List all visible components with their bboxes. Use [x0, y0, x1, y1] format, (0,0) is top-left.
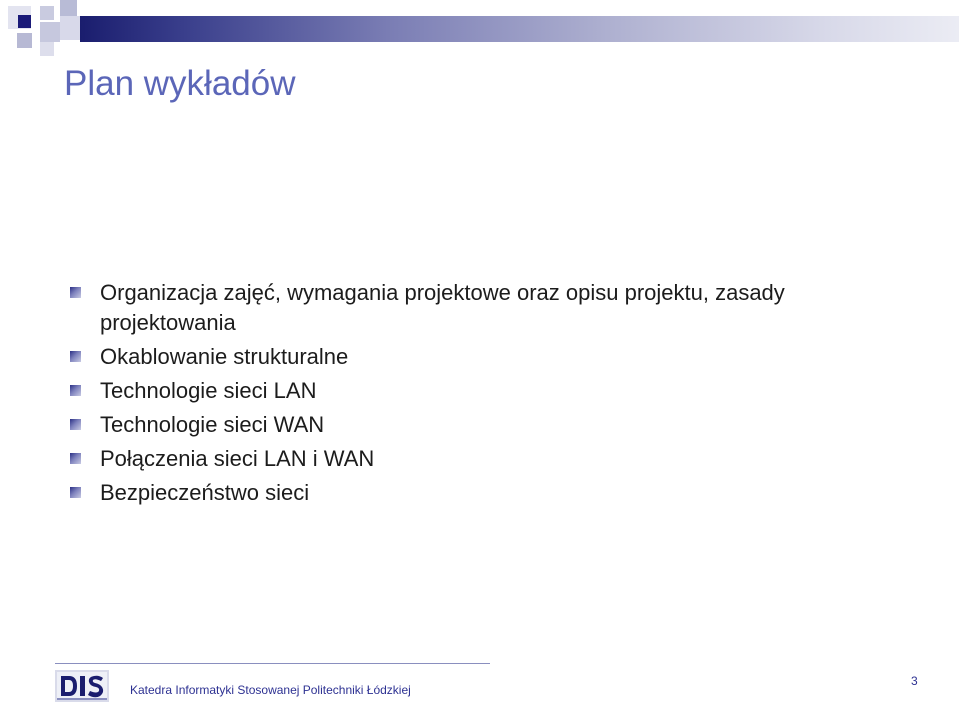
square-bullet-icon [70, 419, 81, 430]
list-item-text: Technologie sieci LAN [100, 378, 317, 403]
footer-institution: Katedra Informatyki Stosowanej Politechniki Łódzkiej [130, 683, 411, 697]
decor-square [60, 16, 80, 40]
decor-square [40, 6, 54, 20]
footer-divider [55, 663, 490, 664]
square-bullet-icon [70, 487, 81, 498]
list-item-text: Organizacja zajęć, wymagania projektowe oraz opisu projektu, zasady projektowania [100, 280, 785, 335]
list-item-text: Połączenia sieci LAN i WAN [100, 446, 375, 471]
square-bullet-icon [70, 453, 81, 464]
decor-square [17, 33, 32, 48]
decor-square [40, 22, 60, 42]
list-item [70, 342, 890, 372]
bullet-list [70, 278, 890, 512]
square-bullet-icon [70, 287, 81, 298]
list-item-text: Technologie sieci WAN [100, 412, 325, 437]
square-bullet-icon [70, 385, 81, 396]
list-item [70, 376, 890, 406]
list-item [70, 444, 890, 474]
decor-square [60, 0, 77, 17]
decor-square [40, 42, 54, 56]
list-item-text: Okablowanie strukturalne [100, 344, 349, 369]
decor-square [18, 15, 31, 28]
list-item [70, 278, 890, 338]
square-bullet-icon [70, 351, 81, 362]
dis-logo-icon [55, 670, 109, 702]
header-gradient-band [80, 16, 959, 42]
list-item [70, 478, 890, 508]
slide-title: Plan wykładów [64, 64, 296, 103]
list-item-text: Bezpieczeństwo sieci [100, 480, 310, 505]
page-number: 3 [911, 674, 918, 688]
list-item [70, 410, 890, 440]
